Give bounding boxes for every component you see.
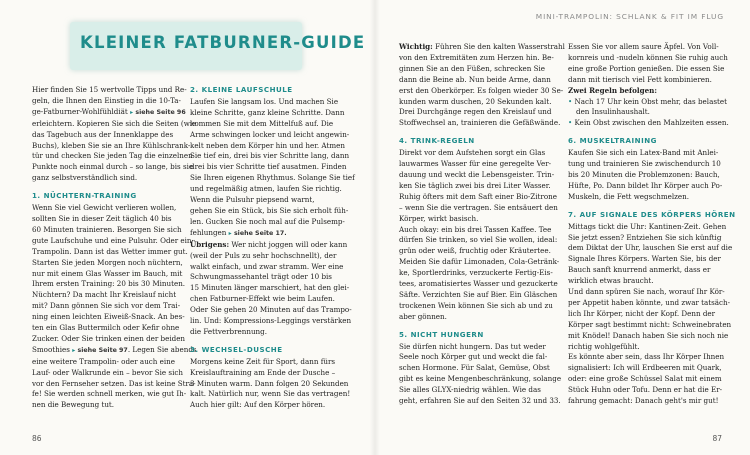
text-line: Sie jetzt essen? Entziehen Sie sich künftig bbox=[568, 232, 722, 242]
text-line: Seele noch Körper gut und weckt die fal- bbox=[399, 352, 548, 362]
text-line: Meiden Sie dafür Limonaden, Cola-Getränk- bbox=[399, 257, 560, 267]
text-line: (weil der Puls zu sehr hochschnellt), der bbox=[190, 250, 337, 260]
bullet-item: • Nach 17 Uhr kein Obst mehr, das belastet bbox=[568, 96, 727, 106]
text-line: Körper sagt bestimmt nicht: Schweinebraten bbox=[568, 319, 732, 329]
rules-label: Zwei Regeln befolgen: bbox=[568, 85, 657, 95]
text-line: eine weitere Trampolin- oder auch eine bbox=[32, 356, 175, 366]
text-line: Smoothies ▸ siehe Seite 97. Legen Sie abends bbox=[32, 344, 197, 354]
text-line: tür und checken Sie jeden Tag die einzelnen bbox=[32, 151, 193, 161]
text-line: das Tagebuch aus der Innenklappe des bbox=[32, 129, 174, 139]
text-line: ken Sie täglich zwei bis drei Liter Wasser. bbox=[399, 180, 551, 190]
text-line: gehen Sie ein Stück, bis Sie sich erholt füh- bbox=[190, 205, 349, 215]
text-line: Arme schwingen locker und leicht angewin- bbox=[190, 129, 350, 139]
text-line: Trampolin. Dann ist das Wetter immer gut. bbox=[32, 246, 188, 256]
text-line: ganz selbstverständlich sind. bbox=[32, 173, 138, 183]
text-line: fahrung gemacht: Danach geht's mir gut! bbox=[568, 396, 719, 406]
text-line: dann mit tierisch viel Fett kombinieren. bbox=[568, 74, 712, 84]
section-heading-6: 6. MUSKELTRAINING bbox=[568, 136, 657, 146]
text-line: erleichtern. Kopieren Sie sich die Seiten (wie bbox=[32, 118, 197, 128]
text-line: aber gönnen. bbox=[399, 311, 447, 321]
text-line: Morgens keine Zeit für Sport, dann fürs bbox=[190, 356, 336, 366]
page-title: KLEINER FATBURNER-GUIDE bbox=[80, 33, 366, 52]
text-line: Zucker. Oder Sie trinken einen der beiden bbox=[32, 333, 186, 343]
text-line: fehlungen ▸ siehe Seite 17. bbox=[190, 227, 287, 237]
section-heading-4: 4. TRINK-REGELN bbox=[399, 136, 475, 146]
text-line: sollten Sie in dieser Zeit täglich 40 bis bbox=[32, 213, 172, 223]
text-line: chen Fatburner-Effekt wie beim Laufen. bbox=[190, 294, 335, 304]
text-line: 3 Minuten warm. Dann folgen 20 Sekunden bbox=[190, 378, 349, 388]
section-heading-5: 5. NICHT HUNGERN bbox=[399, 329, 484, 339]
text-line: und regelmäßig atmen, laufen Sie richtig. bbox=[190, 184, 342, 194]
text-line: Starten Sie jeden Morgen noch nüchtern, bbox=[32, 257, 183, 267]
text-line: ginnen Sie an den Füßen, schrecken Sie bbox=[399, 63, 546, 73]
bullet-item-continuation: den Insulinhaushalt. bbox=[576, 107, 650, 117]
text-line: Hüfte, Po. Dann bildet Ihr Körper auch Po- bbox=[568, 180, 723, 190]
section-heading-7: 7. AUF SIGNALE DES KÖRPERS HÖREN bbox=[568, 209, 736, 219]
text-line: Ihrem ersten Training: 20 bis 30 Minuten. bbox=[32, 279, 186, 289]
text-line: Sie Ihren eigenen Rhythmus. Solange Sie tief bbox=[190, 173, 355, 183]
text-line: Körper, wirkt basisch. bbox=[399, 213, 479, 223]
text-line: bis 20 Minuten die Problemzonen: Bauch, bbox=[568, 169, 720, 179]
text-line: Punkte noch einmal durch – so lange, bis sie bbox=[32, 162, 194, 172]
text-line: tees, aromatisiertes Wasser und gezuckerte bbox=[399, 279, 558, 289]
text-line: ke, Sportlerdrinks, verzuckerte Fertig-Eis- bbox=[399, 268, 553, 278]
text-line: ge-Fatburner-Wohlfühldiät ▸ siehe Seite 96 bbox=[32, 106, 186, 116]
text-line: Essen Sie vor allem saure Äpfel. Von Voll- bbox=[568, 42, 719, 51]
text-line: Sie dürfen nicht hungern. Das tut weder bbox=[399, 341, 546, 351]
bullet-icon: • bbox=[568, 118, 573, 128]
text-line: geht, erfahren Sie auf den Seiten 32 und 33. bbox=[399, 396, 561, 406]
column-1 bbox=[32, 85, 197, 411]
text-line: kalt. Natürlich nur, wenn Sie das vertragen! bbox=[190, 389, 351, 399]
right-page bbox=[375, 0, 750, 455]
text-line: Drei Durchgänge regen den Kreislauf und bbox=[399, 107, 552, 117]
text-line: signalisiert: Ich will Erdbeeren mit Quark, bbox=[568, 363, 722, 373]
text-line: schen Hormone. Für Salat, Gemüse, Obst bbox=[399, 363, 550, 373]
text-line: mit? Dann gönnen Sie sich vor dem Trai- bbox=[32, 301, 181, 311]
column-4 bbox=[568, 42, 736, 407]
text-line: nen die Bewegung tut. bbox=[32, 400, 115, 410]
text-line: die Fettverbrennung. bbox=[190, 326, 267, 336]
text-line: walkt einfach, und zwar stramm. Wer eine bbox=[190, 261, 344, 271]
text-line: Oder Sie gehen 20 Minuten auf das Trampo- bbox=[190, 305, 352, 315]
text-line: Sie alles GLYX-niedrig wählen. Wie das bbox=[399, 385, 541, 395]
text-line: Mittags tickt die Uhr: Kantinen-Zeit. Gehen bbox=[568, 221, 727, 231]
text-line: lauwarmes Wasser für eine geregelte Ver- bbox=[399, 159, 552, 169]
text-line: gute Laufschuhe und eine Pulsuhr. Oder ein bbox=[32, 235, 192, 245]
column-3 bbox=[399, 42, 565, 407]
text-line: Wichtig: Führen Sie den kalten Wasserstrahl bbox=[399, 42, 565, 51]
section-heading-1: 1. NÜCHTERN-TRAINING bbox=[32, 191, 137, 201]
text-line: kleine Schritte, ganz kleine Schritte. Dann bbox=[190, 107, 345, 117]
section-heading-3: 3. WECHSEL-DUSCHE bbox=[190, 344, 283, 354]
text-line: gibt es keine Mengenbeschränkung, solange bbox=[399, 374, 562, 384]
bullet-item: • Kein Obst zwischen den Mahlzeiten essen. bbox=[568, 118, 729, 128]
text-line: dürfen Sie trinken, so viel Sie wollen, ideal: bbox=[399, 235, 558, 245]
text-line: Wenn Sie viel Gewicht verlieren wollen, bbox=[32, 203, 177, 213]
text-line: geln, die Ihnen den Einstieg in die 10-Ta- bbox=[32, 95, 181, 105]
text-line: Kreislauftraining am Ende der Dusche – bbox=[190, 367, 336, 377]
text-line: Auch okay: ein bis drei Tassen Kaffee. Tee bbox=[399, 224, 552, 234]
text-line: eine große Portion genießen. Die essen Sie bbox=[568, 63, 725, 73]
page-number-right: 87 bbox=[712, 434, 722, 443]
text-line: ning einen leichten Eiweiß-Snack. An bes- bbox=[32, 312, 185, 322]
arrow-icon: ▸ bbox=[228, 229, 232, 237]
text-line: Lauf- oder Walkrunde ein – bevor Sie sich bbox=[32, 367, 183, 377]
text-line: dauung und weckt die Lebensgeister. Trin- bbox=[399, 169, 555, 179]
text-line: per Appetit haben könnte, und zwar tatsäch- bbox=[568, 297, 731, 307]
text-line: trockenen Wein können Sie sich ab und zu bbox=[399, 300, 553, 310]
bullet-icon: • bbox=[568, 96, 573, 106]
text-line: Säfte. Verzichten Sie auf Bier. Ein Gläschen bbox=[399, 289, 558, 299]
text-line: Buchs), kleben Sie sie an Ihre Kühlschrank- bbox=[32, 140, 191, 150]
text-line: dann die Beine ab. Nun beide Arme, dann bbox=[399, 74, 551, 84]
text-line: lin. Und: Kompressions-Leggings verstärken bbox=[190, 316, 352, 326]
section-heading-2: 2. KLEINE LAUFSCHULE bbox=[190, 85, 293, 94]
text-line: dem Diktat der Uhr, lauschen Sie erst auf die bbox=[568, 243, 733, 253]
text-line: kommen Sie mit dem Mittelfuß auf. Die bbox=[190, 118, 334, 128]
text-line: nur mit einem Glas Wasser im Bauch, mit bbox=[32, 268, 183, 278]
text-line: mit Knödel! Danach haben Sie sich noch nie bbox=[568, 330, 729, 340]
text-line: Signale Ihres Körpers. Warten Sie, bis der bbox=[568, 254, 721, 264]
text-line: oder: eine große Schüssel Salat mit einem bbox=[568, 374, 722, 384]
text-line: Stück Huhn oder Tofu. Denn er hat die Er- bbox=[568, 385, 723, 395]
text-line: Laufen Sie langsam los. Und machen Sie bbox=[190, 96, 339, 106]
text-line: ten ein Glas Buttermilch oder Kefir ohne bbox=[32, 323, 180, 333]
text-line: Muskeln, die Fett wegschmelzen. bbox=[568, 191, 690, 201]
text-line: Ruhig öfters mit dem Saft einer Bio-Zitrone bbox=[399, 191, 557, 201]
page-number-left: 86 bbox=[32, 434, 42, 443]
text-line: kunden warm duschen, 20 Sekunden kalt. bbox=[399, 96, 552, 106]
text-line: grün oder weiß, fruchtig oder Kräutertee. bbox=[399, 246, 551, 256]
text-line: 15 Minuten länger marschiert, hat den glei- bbox=[190, 283, 350, 293]
text-line: Hier finden Sie 15 wertvolle Tipps und Re- bbox=[32, 85, 187, 94]
page-reference: siehe Seite 17. bbox=[233, 229, 287, 237]
text-line: kornreis und -nudeln können Sie ruhig auch bbox=[568, 52, 728, 62]
text-line: wirklich etwas braucht. bbox=[568, 276, 654, 286]
text-line: tung und trainieren Sie zwischendurch 10 bbox=[568, 159, 721, 169]
text-line: Stoffwechsel an, trainieren die Gefäßwände. bbox=[399, 118, 561, 128]
text-line: Übrigens: Wer nicht joggen will oder kann bbox=[190, 239, 348, 249]
text-line: 60 Minuten trainieren. Besorgen Sie sich bbox=[32, 224, 182, 234]
text-line: lich Ihr Körper, nicht der Kopf. Denn der bbox=[568, 308, 716, 318]
arrow-icon: ▸ bbox=[72, 346, 76, 354]
page-reference: siehe Seite 96 bbox=[135, 108, 186, 116]
text-line: Es könnte aber sein, dass Ihr Körper Ihnen bbox=[568, 352, 725, 362]
text-line: Nüchtern? Da macht Ihr Kreislauf nicht bbox=[32, 290, 177, 300]
page-reference: siehe Seite 97 bbox=[77, 346, 128, 354]
text-line: drei bis vier Schritte tief ausatmen. Finden bbox=[190, 162, 347, 172]
arrow-icon: ▸ bbox=[130, 108, 134, 116]
text-line: Und dann spüren Sie nach, worauf Ihr Kör- bbox=[568, 287, 725, 297]
text-line: fe! Sie werden schnell merken, wie gut Ih- bbox=[32, 389, 187, 399]
text-line: von den Extremitäten zum Herzen hin. Be- bbox=[399, 52, 554, 62]
text-line: – wenn Sie die vertragen. Sie entsäuert den bbox=[399, 202, 558, 212]
text-line: Sie tief ein, drei bis vier Schritte lang, dann bbox=[190, 151, 350, 161]
text-line: kelt neben dem Körper hin und her. Atmen bbox=[190, 140, 345, 150]
text-line: erst den Oberkörper. Es folgen wieder 30 Se- bbox=[399, 85, 564, 95]
text-line: len. Gucken Sie noch mal auf die Pulsemp- bbox=[190, 216, 345, 226]
text-line: Schwungmassehantel trägt oder 10 bis bbox=[190, 272, 332, 282]
text-line: Direkt vor dem Aufstehen sorgt ein Glas bbox=[399, 148, 546, 158]
text-line: vor den Fernseher setzen. Das ist keine Stra- bbox=[32, 378, 196, 388]
text-line: Auch hier gilt: Auf den Körper hören. bbox=[190, 400, 326, 410]
text-line: Wenn die Pulsuhr piepsend warnt, bbox=[190, 195, 315, 205]
column-2 bbox=[190, 85, 355, 411]
text-line: richtig wohlgefühlt. bbox=[568, 341, 640, 351]
text-line: Bauch sanft knurrend anmerkt, dass er bbox=[568, 265, 711, 275]
text-line: Kaufen Sie sich ein Latex-Band mit Anlei- bbox=[568, 148, 719, 158]
running-head: MINI-TRAMPOLIN: SCHLANK & FIT IM FLUG bbox=[535, 12, 724, 21]
